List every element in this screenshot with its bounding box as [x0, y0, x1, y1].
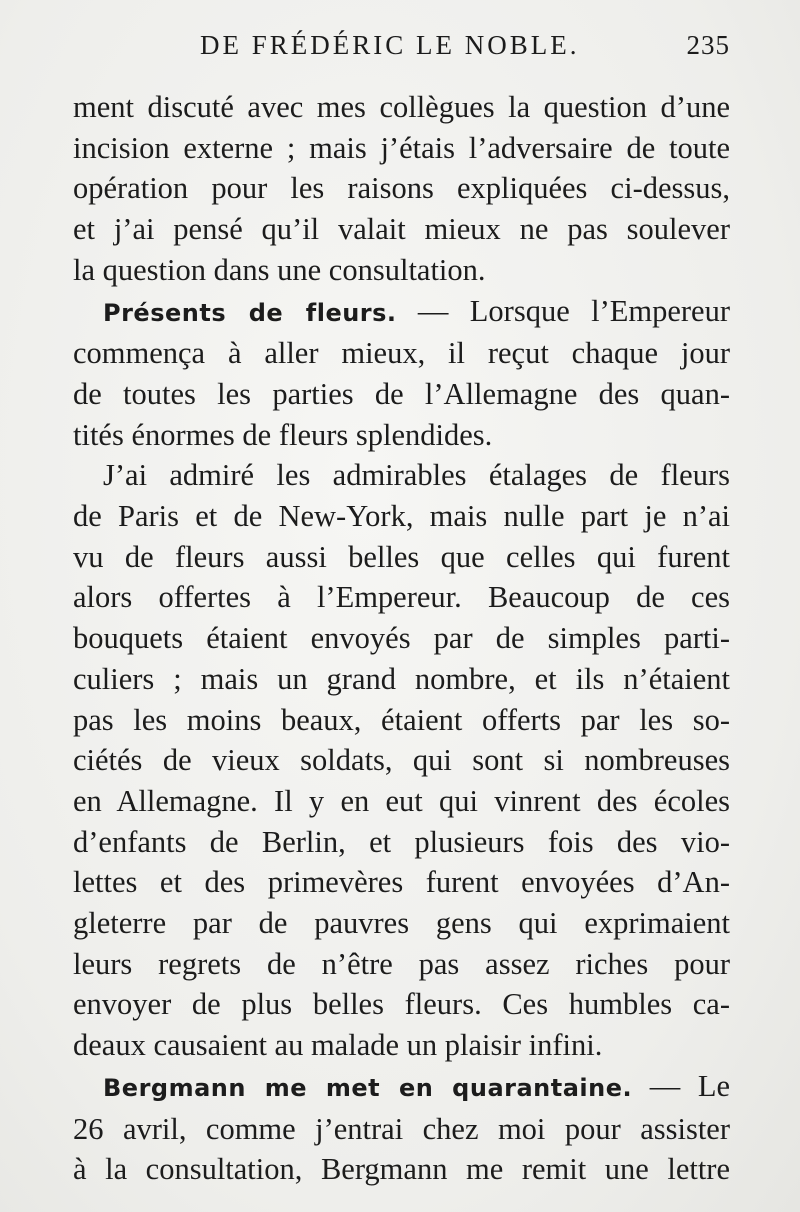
text-line: lettes et des primevères furent envoyées d’An-	[73, 865, 730, 900]
text-line: bouquets étaient envoyés par de simples parti-	[73, 621, 730, 656]
text-line: à la consultation, Bergmann me remit une lettre	[73, 1152, 730, 1187]
text-line: ciétés de vieux soldats, qui sont si nombreuses	[73, 743, 730, 778]
paragraph-3	[73, 455, 730, 1066]
text-line: envoyer de plus belles fleurs. Ces humbles ca-	[73, 987, 730, 1022]
page-header	[70, 30, 730, 64]
paragraph-2	[73, 291, 730, 456]
text-line: — Lorsque l’Empereur	[396, 293, 730, 328]
text-line: commença à aller mieux, il reçut chaque jour	[73, 336, 730, 371]
text-line: tités énormes de fleurs splendides.	[73, 417, 493, 452]
text-line: leurs regrets de n’être pas assez riches pour	[73, 946, 730, 981]
text-line: et j’ai pensé qu’il valait mieux ne pas soulever	[73, 212, 730, 247]
text-line: — Le	[632, 1068, 731, 1103]
running-head: DE FRÉDÉRIC LE NOBLE.	[200, 30, 580, 60]
paragraph-1	[73, 87, 730, 291]
page-number: 235	[686, 30, 730, 60]
body-text	[73, 87, 730, 1190]
text-line: d’enfants de Berlin, et plusieurs fois des vio-	[73, 824, 730, 859]
text-line: J’ai admiré les admirables étalages de fleurs	[103, 458, 730, 493]
paragraph-4	[73, 1066, 730, 1190]
text-line: ment discuté avec mes collègues la question d’une	[73, 90, 730, 124]
text-line: de Paris et de New-York, mais nulle part je n’ai	[73, 499, 730, 534]
text-line: 26 avril, comme j’entrai chez moi pour assister	[73, 1111, 730, 1146]
text-line: incision externe ; mais j’étais l’adversaire de toute	[73, 130, 730, 165]
text-line: pas les moins beaux, étaient offerts par les so-	[73, 702, 730, 737]
text-line: alors offertes à l’Empereur. Beaucoup de ces	[73, 580, 730, 615]
text-line: de toutes les parties de l’Allemagne des quan-	[73, 376, 730, 411]
text-line: culiers ; mais un grand nombre, et ils n’étaient	[73, 661, 730, 696]
text-line: en Allemagne. Il y en eut qui vinrent des écoles	[73, 783, 730, 818]
text-line: gleterre par de pauvres gens qui exprimaient	[73, 906, 730, 941]
section-heading: Bergmann me met en quarantaine.	[103, 1073, 633, 1102]
text-line: la question dans une consultation.	[73, 252, 486, 287]
text-line: deaux causaient au malade un plaisir infini.	[73, 1028, 603, 1063]
section-heading: Présents de fleurs.	[103, 298, 397, 327]
text-line: opération pour les raisons expliquées ci-dessus,	[73, 171, 730, 206]
text-line: vu de fleurs aussi belles que celles qui furent	[73, 539, 730, 574]
